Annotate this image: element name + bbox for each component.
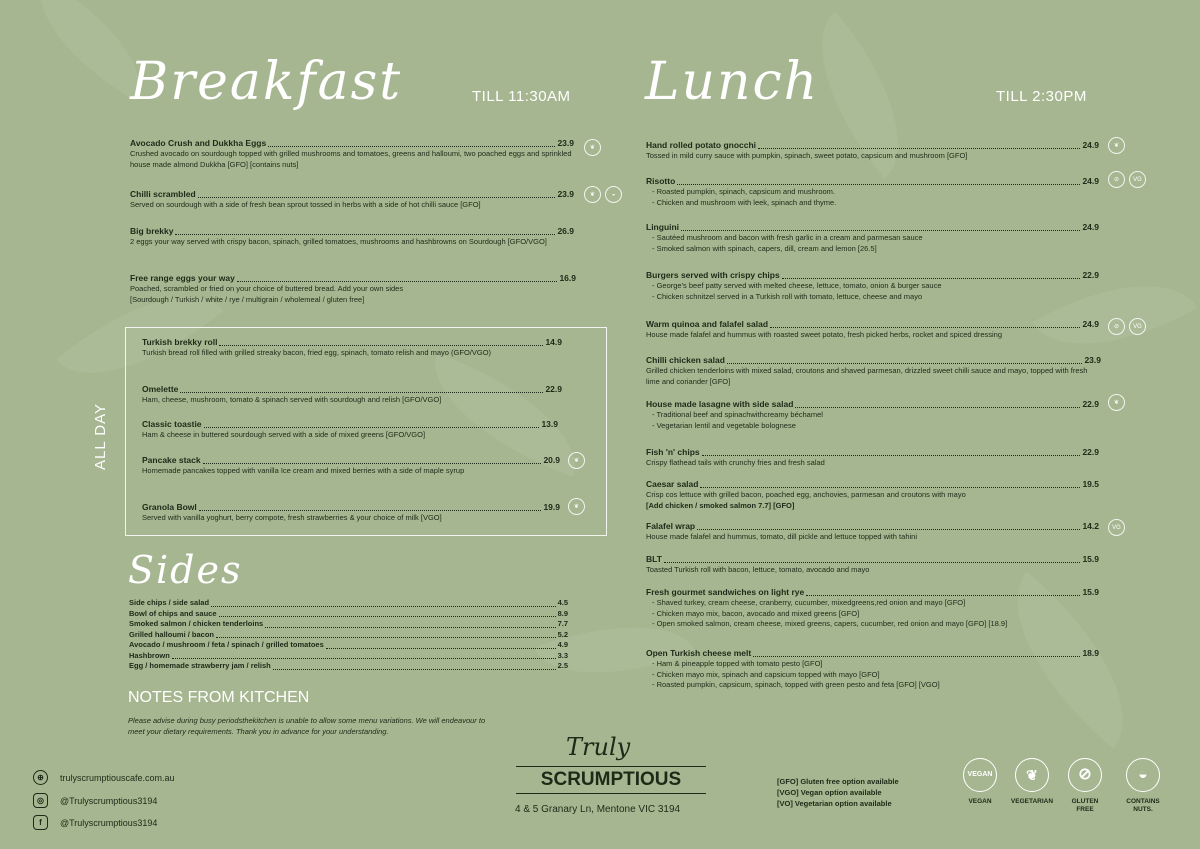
lunch-hours: TILL 2:30PM [996, 88, 1087, 105]
facebook-link[interactable]: f @Trulyscrumptious3194 [33, 815, 157, 830]
breakfast-heading: Breakfast [130, 52, 403, 112]
all-day-label: ALL DAY [92, 402, 109, 470]
vegetarian-icon: ❦ [1108, 137, 1125, 154]
menu-item: Avocado Crush and Dukkha Eggs 23.9 Crushed avocado on sourdough topped with grilled mushrooms and tomatoes, greens and halloumi, two poached eggs and sprinkled house made almond Dukkha [GFO] [contains nuts] [130, 138, 574, 169]
instagram-link[interactable]: ◎ @Trulyscrumptious3194 [33, 793, 157, 808]
menu-item: Granola Bowl 19.9 Served with vanilla yoghurt, berry compote, fresh strawberries & your choice of milk [VGO] [142, 502, 560, 522]
vegetarian-icon: ❦ [584, 186, 601, 203]
brand-name: SCRUMPTIOUS [516, 766, 706, 794]
menu-item: Big brekky 26.9 2 eggs your way served with crispy bacon, spinach, grilled tomatoes, mushrooms and hashbrowns on Sourdough [GFO/VGO] [130, 226, 574, 246]
vegetarian-icon: ❦ [584, 139, 601, 156]
gluten-free-key: ⊘ GLUTEN FREE [1060, 758, 1110, 814]
vegan-key: VEGAN VEGAN [955, 758, 1005, 806]
vegetarian-icon: ❦ [568, 498, 585, 515]
side-item: Avocado / mushroom / feta / spinach / grilled tomatoes 4.9 [129, 640, 568, 649]
vegan-icon: VG [1108, 519, 1125, 536]
gluten-free-icon: ⊘ [1068, 758, 1102, 792]
menu-item: Free range eggs your way 16.9 Poached, scrambled or fried on your choice of buttered bread. Add your own sides [Sourdough / Turkish / white / rye / multigrain / wholemeal / gluten free] [130, 273, 576, 304]
menu-item: Warm quinoa and falafel salad 24.9 House made falafel and hummus with roasted sweet potato, fresh picked herbs, rocket and spiced dressing [646, 319, 1099, 339]
lunch-heading: Lunch [645, 52, 820, 112]
vegan-icon: VEGAN [963, 758, 997, 792]
menu-item: Open Turkish cheese melt 18.9 - Ham & pineapple topped with tomato pesto [GFO] - Chicken mayo mix, spinach and capsicum topped with mayo [GFO] - Roasted pumpkin, capsicum, spinach, topped with green pesto and feta [GFO] [VGO] [646, 648, 1099, 689]
menu-item: House made lasagne with side salad 22.9 - Traditional beef and spinachwithcreamy béchamel - Vegetarian lentil and vegetable bolognese [646, 399, 1099, 430]
menu-item: Linguini 24.9 - Sautéed mushroom and bacon with fresh garlic in a cream and parmesan sauce - Smoked salmon with spinach, capers, dill, cream and lemon [26.5] [646, 222, 1099, 253]
dietary-legend: [GFO] Gluten free option available [VGO] Vegan option available [VO] Vegetarian option available [777, 777, 899, 808]
brand-script: Truly [566, 733, 631, 761]
contains-nuts-key: ◒ CONTAINS NUTS. [1118, 758, 1168, 814]
address: 4 & 5 Granary Ln, Mentone VIC 3194 [515, 804, 681, 815]
menu-item: Hand rolled potato gnocchi 24.9 Tossed in mild curry sauce with pumpkin, spinach, sweet potato, capsicum and mushroom [GFO] [646, 140, 1099, 160]
side-item: Bowl of chips and sauce 8.9 [129, 608, 568, 618]
vegetarian-icon: ❦ [568, 452, 585, 469]
vegetarian-key: ❦ VEGETARIAN [1007, 758, 1057, 806]
menu-item: Fresh gourmet sandwiches on light rye 15.9 - Shaved turkey, cream cheese, cranberry, cucumber, mixedgreens,red onion and mayo [GFO] - Chicken mayo mix, bacon, avocado and mixed greens [GFO] - Open smoked salmon, cream cheese, mixed greens, capers, cucumber, red onion and mayo [GFO] [18.9] [646, 587, 1099, 628]
gluten-free-icon: ⊘ [1108, 171, 1125, 188]
facebook-icon: f [33, 815, 48, 830]
sides-heading: Sides [128, 548, 243, 592]
side-item: Egg / homemade strawberry jam / relish 2.5 [129, 661, 568, 670]
notes-text: Please advise during busy periodsthekitchen is unable to allow some menu variations. We will endeavour to meet your dietary requirements. Thank you in advance for your understanding. [128, 716, 486, 736]
menu-item: BLT 15.9 Toasted Turkish roll with bacon, lettuce, tomato, avocado and mayo [646, 554, 1099, 574]
vegan-icon: VG [1129, 318, 1146, 335]
sides-list [129, 598, 568, 672]
menu-item: Risotto 24.9 - Roasted pumpkin, spinach, capsicum and mushroom. - Chicken and mushroom with leek, spinach and thyme. [646, 176, 1099, 207]
side-item: Hashbrown 3.3 [129, 650, 568, 660]
menu-item: Burgers served with crispy chips 22.9 - George's beef patty served with melted cheese, lettuce, tomato, onion & burger sauce - Chicken schnitzel served in a Turkish roll with tomato, lettuce, cheese and mayo [646, 270, 1099, 301]
menu-item: Turkish brekky roll 14.9 Turkish bread roll filled with grilled streaky bacon, fried egg, spinach, tomato relish and mayo (GFO/VGO) [142, 337, 562, 357]
menu-item: Omelette 22.9 Ham, cheese, mushroom, tomato & spinach served with sourdough and relish [GFO/VGO] [142, 384, 562, 404]
vegetarian-icon: ❦ [1015, 758, 1049, 792]
vegetarian-icon: ❦ [1108, 394, 1125, 411]
menu-item: Caesar salad 19.5 Crisp cos lettuce with grilled bacon, poached egg, anchovies, parmesan and croutons with mayo [Add chicken / smoked salmon 7.7] [GFO] [646, 479, 1099, 510]
contains-nuts-icon: ◒ [605, 186, 622, 203]
globe-icon: ⊕ [33, 770, 48, 785]
side-item: Side chips / side salad 4.5 [129, 598, 568, 607]
menu-item: Chilli chicken salad 23.9 Grilled chicken tenderloins with mixed salad, croutons and shaved parmesan, drizzled sweet chilli sauce and mayo, topped with fresh lime and coriander [GFO] [646, 355, 1101, 386]
side-item: Grilled halloumi / bacon 5.2 [129, 629, 568, 639]
contains-nuts-icon: ◒ [1126, 758, 1160, 792]
notes-heading: NOTES FROM KITCHEN [128, 689, 310, 706]
menu-item: Pancake stack 20.9 Homemade pancakes topped with vanilla Ice cream and mixed berries with a side of maple syrup [142, 455, 560, 475]
side-item: Smoked salmon / chicken tenderloins 7.7 [129, 619, 568, 628]
instagram-icon: ◎ [33, 793, 48, 808]
menu-item: Falafel wrap 14.2 House made falafel and hummus, tomato, dill pickle and lettuce topped with tahini [646, 521, 1099, 541]
breakfast-hours: TILL 11:30AM [472, 88, 571, 105]
gluten-free-icon: ⊘ [1108, 318, 1125, 335]
vegan-icon: VG [1129, 171, 1146, 188]
menu-item: Classic toastie 13.9 Ham & cheese in buttered sourdough served with a side of mixed greens [GFO/VGO] [142, 419, 558, 439]
menu-item: Chilli scrambled 23.9 Served on sourdough with a side of fresh bean sprout tossed in herbs with a side of hot chilli sauce [GFO] [130, 189, 574, 209]
website-link[interactable]: ⊕ trulyscrumptiouscafe.com.au [33, 770, 175, 785]
menu-item: Fish 'n' chips 22.9 Crispy flathead tails with crunchy fries and fresh salad [646, 447, 1099, 467]
